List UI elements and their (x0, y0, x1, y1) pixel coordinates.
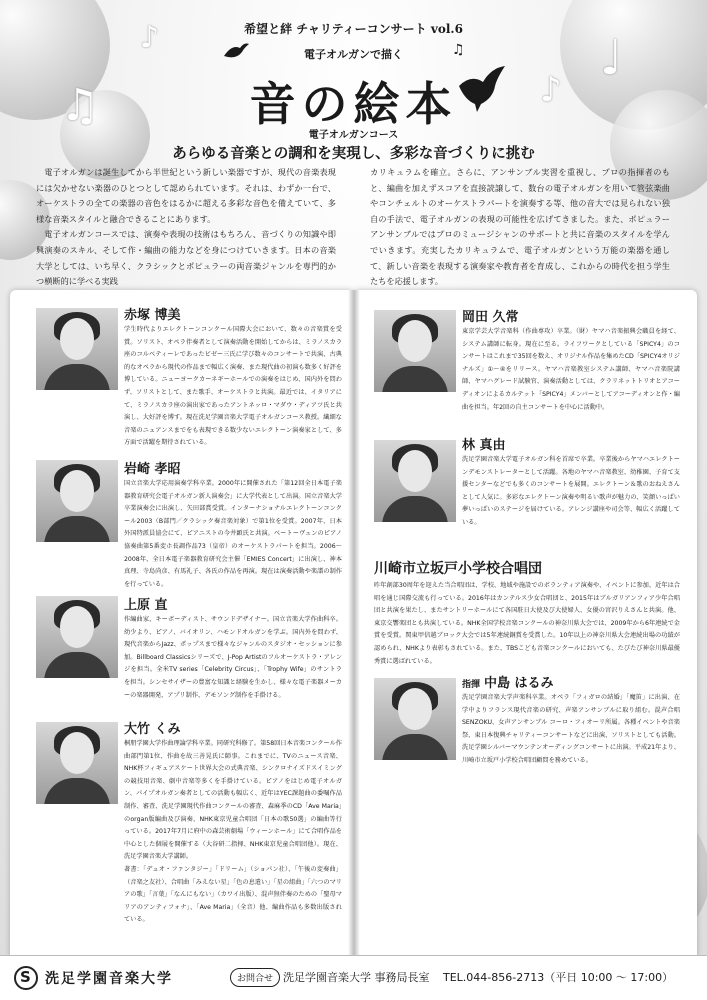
profile-photo (36, 596, 118, 678)
headline: あらゆる音楽との調和を実現し、多彩な音づくりに挑む (172, 145, 535, 162)
inquiry-organization: 洗足学園音楽大学 事務局長室 (283, 971, 430, 984)
inquiry-label: お問合せ (230, 968, 280, 987)
concert-series: 希望と絆 チャリティーコンサート vol.6 (244, 22, 463, 36)
bird-icon (222, 40, 250, 62)
profile-bio: 洗足学園音楽大学声楽科卒業。オペラ「フィガロの結婚」「魔笛」に出演、在学中よりフランス現代音楽の研究、声楽アンサンブルに取り組む。混声合唱SENZOKU、女声アンサンブル コーロ・フィオーリ所属。各種イベントや音楽祭、東日本復興チャリティーコンサートなどに出演、ソリストとしても活動。洗足学園シルバーマウンテンオーディングコンサートに出演。平成21年より、川崎市立坂戸小学校合唱団顧問を務めている。 (462, 694, 680, 764)
profile-bio: 桐朋学園大学作曲理論学科卒業。同研究科修了。第58回日本音楽コンクール作曲部門第1位、作曲を故三善晃氏に師事。これまでに、TVのニュース音楽、NHK杯フィギュアスケート世界大会の式典音楽、シンクロナイズドスイミングの競技用音楽、劇中音楽等多くを手掛けている。ピアノをはじめ電子オルガン、パイプオルガン奏者としての活動も幅広く、近年はYEC課題曲の委嘱作品制作、審査、洗足学園現代作曲コンクールの審査、森麻季のCD「Ave Maria」のorgan版編曲及び演奏、NHK東京児童合唱団「日本の歌50選」の編曲等行っている。2017年7月に府中の森芸術劇場「ウィーンホール」にて合唱作品を中心とした個展を開催する（大谷研二指揮、NHK東京児童合唱団他）。現在、洗足学園音楽大学講師。 著書：「デュオ・ファンタジー」「ドリーム」（ショパン社）、「午後の変奏曲」（音楽之友社）、合唱曲「みえない星」「色の息遣い」「星の組曲」「六つのマリアの歌」「言葉」「なんにもない」（カワイ出版）、混声無伴奏のための「聖母マリアのアンティフォナ」、「Ave Maria」（全音）他、編曲作品も多数出版されている。 (124, 740, 342, 924)
profile-photo (374, 678, 456, 760)
music-note-icon: ♫ (60, 80, 100, 131)
inquiry-phone[interactable]: TEL.044-856-2713（平日 10:00 〜 17:00） (443, 971, 674, 984)
page-title: 音の絵本 (249, 77, 458, 131)
profile-photo (36, 308, 118, 390)
profile-photo (36, 722, 118, 804)
profile-name: 岩崎 孝昭 (124, 462, 181, 477)
choir-bio: 昨年創部30周年を迎えた当合唱団は、学校、地域や施設でのボランティア演奏や、イベントに参加、近年は合唱を通じ国際交流も行っている。2016年はカンテルス少女合唱団と、2015年はブルガリアンフィア少年合唱団と共演を果たし、またサントリーホールにて各国駐日大使及び大使婦人、女優の宮沢りえさんと共演。他、東京交響楽団とも共演している。NHK全国学校音楽コンクールの神奈川県大会では、2009年から6年連続で金賞を受賞。関東甲信越ブロック大会では5年連続銅賞を受賞した。10年以上の神奈川県大会連続出場の功績が認められ、NHKより表彰もされている。また、TBSこども音楽コンクールにおいても、たびたび神奈川県最優秀賞に選ばれている。 (374, 582, 680, 665)
profile-role: 指揮 (462, 680, 481, 690)
profile-bio: 学生時代よりエレクトーンコンクール国際大会において、数々の音楽賞を受賞。ソリスト、オペラ伴奏者として演奏活動を開始してからは、ミラノスカラ座のコルベティーレであったビゼー三氏に学び数々のコンサートで共演、古典的なオペラから現代の作品まで幅広く演奏、また現代曲の初演も数多く好評を博している。ニューヨークカーネギーホールでの演奏をはじめ、国内外を問わず、ソリストとして、また歌手、オーケストラと共演。最近では、イタリアにて、ミラノスカラ座の演出家であったアントネッロ・マダウ・ディアツ氏と共演し、大好評を博す。現在洗足学園音楽大学電子オルガンコース教授。繊細な音楽のニュアンスまでをも表現できる数少ないエレクトーン演奏家として、多方面で活躍を期待されている。 (124, 326, 342, 447)
footer (0, 955, 707, 1000)
profile-name: 林 真由 (462, 438, 506, 453)
bird-icon (455, 64, 507, 114)
profile-name: 岡田 久常 (462, 310, 519, 325)
profile-name: 上原 直 (124, 598, 168, 613)
music-note-icon: ♪ (140, 20, 160, 55)
profile-photo (36, 460, 118, 542)
profile-bio: 作編曲家、キーボーディスト、サウンドデザイナー。国立音楽大学作曲科卒。幼少より、ピアノ、バイオリン、ハモンドオルガンを学ぶ。国内外を問わず、現代音楽からJazz、ポップスまで様々なジャンルのスタジオ・セッションに参加。Billboard Classicsシリーズで、J-Pop Artistのフルオーケストラ・アレンジを担当。全米TV series「Celebrity Circus」、「Trophy Wife」のサントラを担当。シンセサイザーの豊富な知識と経験を生かし、様々な電子楽器メーカーの楽器開発、アプリ制作、デモソング制作を手掛ける。 (124, 616, 342, 699)
course-label: 電子オルガンコース (308, 130, 399, 141)
music-note-icon: ♪ (540, 70, 562, 110)
school-logo-icon: S (14, 966, 38, 990)
choir-title: 川崎市立坂戸小学校合唱団 (374, 561, 542, 577)
school-name: 洗足学園音楽大学 (45, 971, 173, 987)
profile-photo (374, 310, 456, 392)
intro-text-left: 電子オルガンは誕生してから半世紀という新しい楽器ですが、現代の音楽表現には欠かせない楽器のひとつとして認められています。それは、わずか一台で、オーケストラの全ての楽器の音色をはるかに超える多彩な音色を備えていて、多様な音楽スタイルと融合できることにあります。 電子オルガンコースでは、演奏や表現の技術はもちろん、音づくりの知識や即興演奏のスキル、そして作・編曲の能力などを身につけていきます。日本の音楽大学としては、いち早く、クラシックとポピュラーの両音楽ジャンルを専門的かつ横断的に学べる実践 (36, 167, 336, 287)
profile-name: 赤塚 博美 (124, 308, 181, 323)
music-note-icon: ♩ (600, 30, 623, 86)
music-note-icon: ♫ (452, 42, 465, 58)
profile-bio: 国立音楽大学応用演奏学科卒業。2000年に開催された「第12回全日本電子楽器教育研究会電子オルガン新人演奏会」に大学代表として出演。国立音楽大学卒業演奏会に出演し、矢田部賞受賞。インターナショナルエレクトーンコンクール2003（B部門／クラシック奏音楽対象）で第1位を受賞。2007年、日本外国特派員協会にて、ピアニストの今井顕氏と共演。ベートーヴェンのピアノ協奏曲第5番変ホ長調作品73（皇帝）のオーケストラパートを担当。2006〜2008年、全日本電子楽器教育研究会主催「EMIES Concert」に出演し、神本真理、寺島尚彦、有馬礼子、各氏の作品を再演。現在は演奏活動や楽譜の制作を行っている。 (124, 480, 342, 588)
profile-name: 指揮 中島 はるみ (462, 676, 554, 691)
book-spine (348, 290, 360, 960)
intro-text-right: カリキュラムを確立。さらに、アンサンブル実習を重視し、プロの指揮者のもと、編曲を加えずスコアを直接読譲して、数台の電子オルガンを用いて管弦楽曲やコンチェルトのオーケストラパートを演奏する等、他の音大では見られない独自の手法で、電子オルガンの表現の可能性を広げてきました。また、ポピュラーアンサンブルではプロのミュージシャンのサポートと共に音楽のスタイルを学んでいきます。充実したカリキュラムで、電子オルガンという万能の楽器を通して、新しい音楽を表現する演奏家や教育者を育成し、これからの時代を担う学生たちを応援します。 (370, 167, 670, 287)
profile-name: 大竹 くみ (124, 722, 181, 737)
profile-photo (374, 440, 456, 522)
concert-subtitle: 電子オルガンで描く (304, 48, 403, 61)
profile-bio: 洗足学園音楽大学電子オルガン科を首席で卒業。卒業後からヤマハエレクトーンデモンストレーターとして活躍。各地のヤマハ音楽教室、幼稚園、子育て支援センターなどでも多くのコンサートを展開。エレクトーン＆歌のおねえさんとして人気に。多彩なエレクトーン演奏や明るい歌声が魅力の、笑顔いっぱい夢いっぱいのステージを届けている。アレンジ講座や司会等、幅広く活躍している。 (462, 456, 680, 526)
profile-bio: 東京学芸大学音楽科（作曲専攻）卒業。（財）ヤマハ音楽振興会職員を経て、システム講師に転身。現在に至る。ライフワークとしている「SPICY4」のコンサートはこれまで35回を数え、オリジナル作品を集めたCD「SPICY4オリジナルズ」①〜④をリリース。ヤマハ音楽教室システム講師、ヤマハ音楽院講師、ヤマハグレード試験官、演奏活動としては、クラリネットトリオとアコーディオンによるカルテット「SPICY4」メンバーとしてアコーディオンと作・編曲を担当。年2回の自主コンサートを中心に活動中。 (462, 328, 680, 411)
